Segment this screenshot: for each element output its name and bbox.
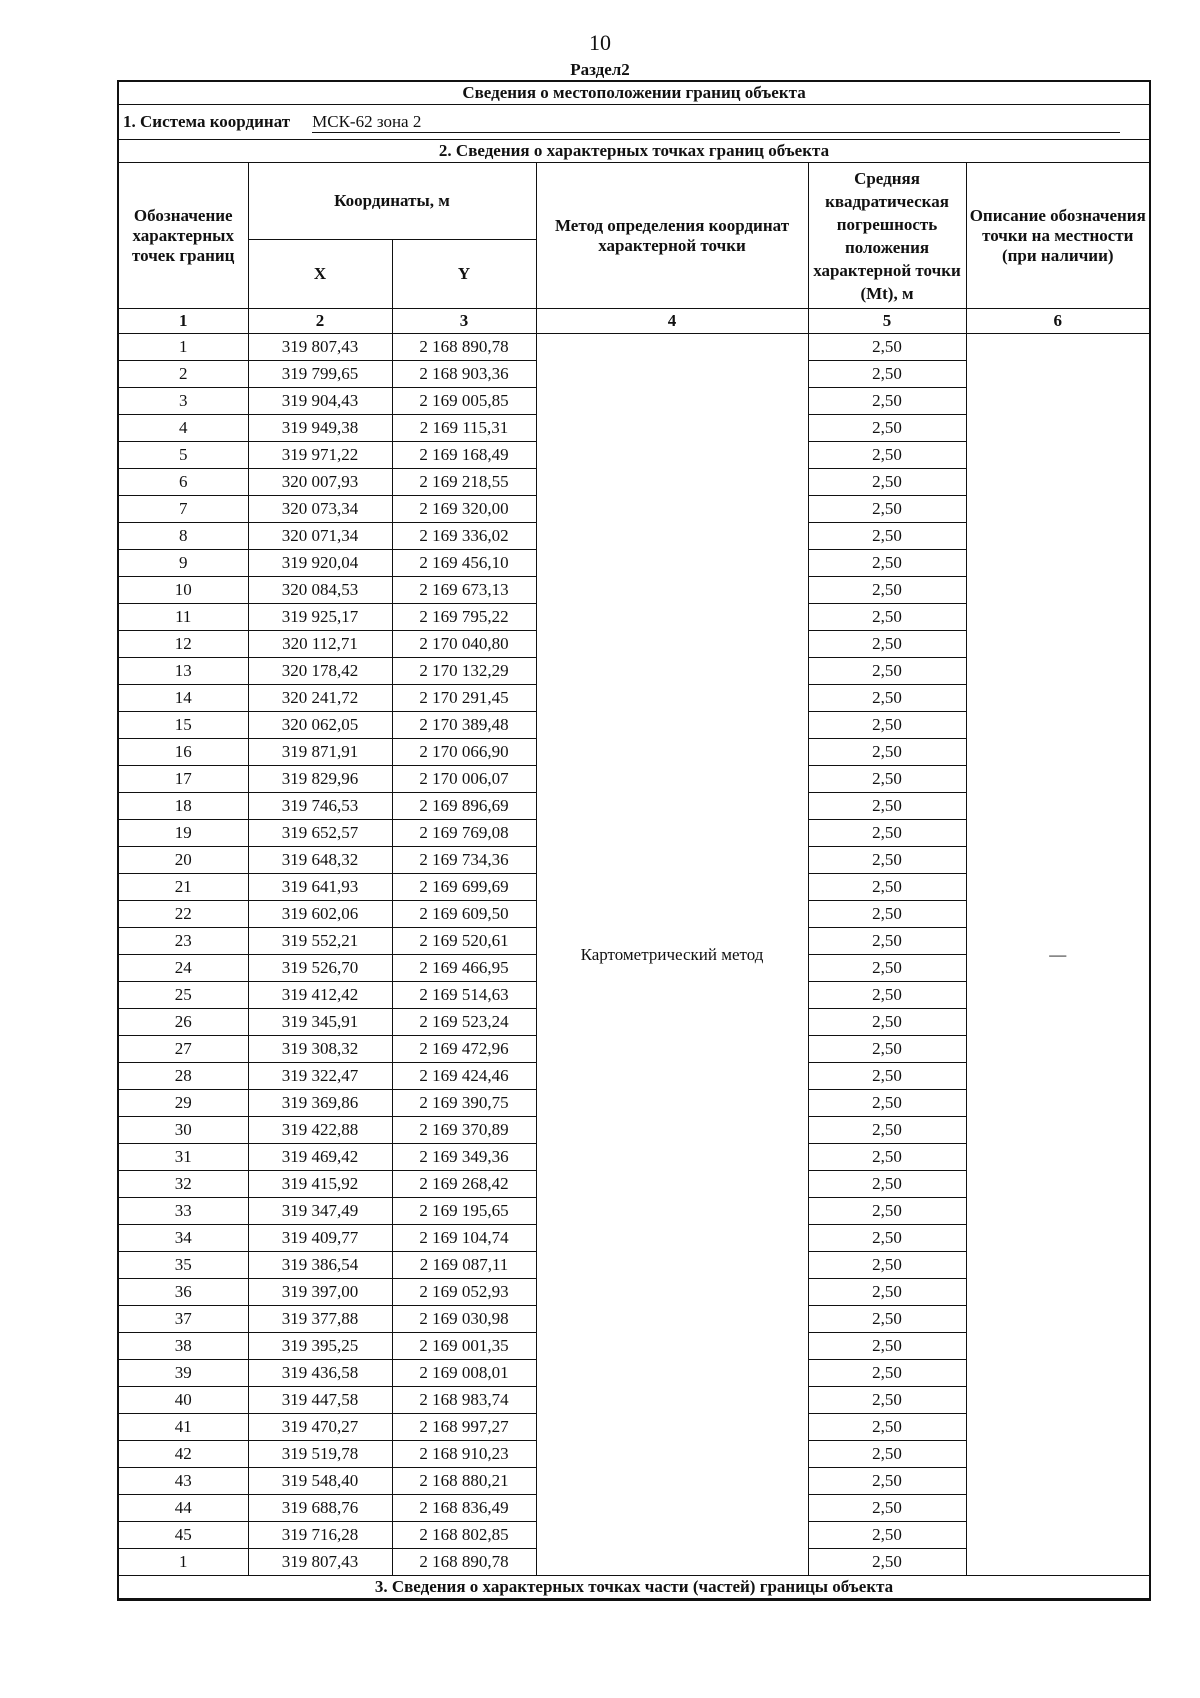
y-coordinate-cell: 2 169 523,24	[392, 1009, 536, 1036]
y-coordinate-cell: 2 169 336,02	[392, 523, 536, 550]
point-number-cell: 4	[118, 415, 248, 442]
y-coordinate-cell: 2 169 104,74	[392, 1225, 536, 1252]
x-coordinate-cell: 319 648,32	[248, 847, 392, 874]
y-coordinate-cell: 2 168 880,21	[392, 1468, 536, 1495]
error-cell: 2,50	[808, 1414, 966, 1441]
error-cell: 2,50	[808, 1009, 966, 1036]
point-number-cell: 42	[118, 1441, 248, 1468]
x-coordinate-cell: 320 062,05	[248, 712, 392, 739]
column-number: 5	[808, 309, 966, 334]
x-coordinate-cell: 319 920,04	[248, 550, 392, 577]
point-number-cell: 30	[118, 1117, 248, 1144]
y-coordinate-cell: 2 169 466,95	[392, 955, 536, 982]
y-coordinate-cell: 2 169 030,98	[392, 1306, 536, 1333]
point-number-cell: 37	[118, 1306, 248, 1333]
y-coordinate-cell: 2 169 320,00	[392, 496, 536, 523]
x-coordinate-cell: 319 807,43	[248, 334, 392, 361]
y-coordinate-cell: 2 168 802,85	[392, 1522, 536, 1549]
point-number-cell: 24	[118, 955, 248, 982]
x-coordinate-cell: 319 377,88	[248, 1306, 392, 1333]
x-coordinate-cell: 320 241,72	[248, 685, 392, 712]
error-cell: 2,50	[808, 955, 966, 982]
header-y: Y	[392, 240, 536, 309]
y-coordinate-cell: 2 168 983,74	[392, 1387, 536, 1414]
point-number-cell: 18	[118, 793, 248, 820]
point-number-cell: 12	[118, 631, 248, 658]
x-coordinate-cell: 319 369,86	[248, 1090, 392, 1117]
column-number: 4	[536, 309, 808, 334]
point-number-cell: 19	[118, 820, 248, 847]
y-coordinate-cell: 2 168 890,78	[392, 334, 536, 361]
section3-title: 3. Сведения о характерных точках части (частей) границы объекта	[118, 1576, 1150, 1600]
column-number-row	[118, 309, 1150, 334]
y-coordinate-cell: 2 170 066,90	[392, 739, 536, 766]
y-coordinate-cell: 2 168 903,36	[392, 361, 536, 388]
coord-system-value: МСК-62 зона 2	[312, 112, 1120, 133]
y-coordinate-cell: 2 168 836,49	[392, 1495, 536, 1522]
point-number-cell: 16	[118, 739, 248, 766]
point-number-cell: 39	[118, 1360, 248, 1387]
header-designation: Обозначение характерных точек границ	[118, 163, 248, 309]
x-coordinate-cell: 320 178,42	[248, 658, 392, 685]
error-cell: 2,50	[808, 901, 966, 928]
x-coordinate-cell: 320 071,34	[248, 523, 392, 550]
method-cell: Картометрический метод	[536, 334, 808, 1576]
x-coordinate-cell: 319 971,22	[248, 442, 392, 469]
x-coordinate-cell: 319 716,28	[248, 1522, 392, 1549]
x-coordinate-cell: 320 112,71	[248, 631, 392, 658]
x-coordinate-cell: 319 925,17	[248, 604, 392, 631]
x-coordinate-cell: 319 397,00	[248, 1279, 392, 1306]
point-number-cell: 11	[118, 604, 248, 631]
column-number: 1	[118, 309, 248, 334]
x-coordinate-cell: 319 641,93	[248, 874, 392, 901]
y-coordinate-cell: 2 169 005,85	[392, 388, 536, 415]
error-cell: 2,50	[808, 1144, 966, 1171]
point-number-cell: 7	[118, 496, 248, 523]
point-number-cell: 1	[118, 1549, 248, 1576]
y-coordinate-cell: 2 169 390,75	[392, 1090, 536, 1117]
y-coordinate-cell: 2 169 370,89	[392, 1117, 536, 1144]
point-number-cell: 29	[118, 1090, 248, 1117]
x-coordinate-cell: 320 007,93	[248, 469, 392, 496]
error-cell: 2,50	[808, 388, 966, 415]
error-cell: 2,50	[808, 847, 966, 874]
error-cell: 2,50	[808, 415, 966, 442]
y-coordinate-cell: 2 169 268,42	[392, 1171, 536, 1198]
point-number-cell: 1	[118, 334, 248, 361]
y-coordinate-cell: 2 169 795,22	[392, 604, 536, 631]
boundary-table	[117, 80, 1151, 1601]
point-number-cell: 31	[118, 1144, 248, 1171]
error-cell: 2,50	[808, 820, 966, 847]
error-cell: 2,50	[808, 496, 966, 523]
error-cell: 2,50	[808, 631, 966, 658]
x-coordinate-cell: 319 447,58	[248, 1387, 392, 1414]
x-coordinate-cell: 319 469,42	[248, 1144, 392, 1171]
y-coordinate-cell: 2 170 006,07	[392, 766, 536, 793]
description-cell: —	[966, 334, 1150, 1576]
point-number-cell: 32	[118, 1171, 248, 1198]
y-coordinate-cell: 2 169 168,49	[392, 442, 536, 469]
error-cell: 2,50	[808, 361, 966, 388]
x-coordinate-cell: 319 548,40	[248, 1468, 392, 1495]
point-number-cell: 5	[118, 442, 248, 469]
x-coordinate-cell: 319 395,25	[248, 1333, 392, 1360]
error-cell: 2,50	[808, 1090, 966, 1117]
header-error: Средняя квадратическая погрешность положения характерной точки (Mt), м	[808, 163, 966, 309]
error-cell: 2,50	[808, 469, 966, 496]
section-label: Раздел2	[570, 60, 630, 79]
error-cell: 2,50	[808, 1441, 966, 1468]
y-coordinate-cell: 2 170 389,48	[392, 712, 536, 739]
error-cell: 2,50	[808, 1225, 966, 1252]
header-x: X	[248, 240, 392, 309]
x-coordinate-cell: 319 652,57	[248, 820, 392, 847]
y-coordinate-cell: 2 169 008,01	[392, 1360, 536, 1387]
x-coordinate-cell: 319 436,58	[248, 1360, 392, 1387]
y-coordinate-cell: 2 168 997,27	[392, 1414, 536, 1441]
column-number: 3	[392, 309, 536, 334]
coord-system-row	[118, 105, 1150, 140]
point-number-cell: 27	[118, 1036, 248, 1063]
x-coordinate-cell: 319 412,42	[248, 982, 392, 1009]
y-coordinate-cell: 2 169 195,65	[392, 1198, 536, 1225]
x-coordinate-cell: 319 526,70	[248, 955, 392, 982]
point-number-cell: 8	[118, 523, 248, 550]
x-coordinate-cell: 319 470,27	[248, 1414, 392, 1441]
x-coordinate-cell: 319 746,53	[248, 793, 392, 820]
table-row	[118, 334, 1150, 361]
error-cell: 2,50	[808, 1117, 966, 1144]
error-cell: 2,50	[808, 1036, 966, 1063]
point-number-cell: 15	[118, 712, 248, 739]
point-number-cell: 26	[118, 1009, 248, 1036]
point-number-cell: 14	[118, 685, 248, 712]
error-cell: 2,50	[808, 685, 966, 712]
y-coordinate-cell: 2 169 349,36	[392, 1144, 536, 1171]
point-number-cell: 23	[118, 928, 248, 955]
y-coordinate-cell: 2 169 218,55	[392, 469, 536, 496]
point-number-cell: 40	[118, 1387, 248, 1414]
x-coordinate-cell: 319 322,47	[248, 1063, 392, 1090]
column-number: 6	[966, 309, 1150, 334]
error-cell: 2,50	[808, 1171, 966, 1198]
x-coordinate-cell: 319 949,38	[248, 415, 392, 442]
y-coordinate-cell: 2 169 424,46	[392, 1063, 536, 1090]
error-cell: 2,50	[808, 1549, 966, 1576]
column-number: 2	[248, 309, 392, 334]
point-number-cell: 3	[118, 388, 248, 415]
error-cell: 2,50	[808, 1252, 966, 1279]
point-number-cell: 2	[118, 361, 248, 388]
error-cell: 2,50	[808, 604, 966, 631]
y-coordinate-cell: 2 169 699,69	[392, 874, 536, 901]
point-number-cell: 44	[118, 1495, 248, 1522]
header-method: Метод определения координат характерной точки	[536, 163, 808, 309]
error-cell: 2,50	[808, 712, 966, 739]
page-number: 10	[589, 30, 611, 55]
x-coordinate-cell: 319 422,88	[248, 1117, 392, 1144]
error-cell: 2,50	[808, 1333, 966, 1360]
y-coordinate-cell: 2 170 132,29	[392, 658, 536, 685]
error-cell: 2,50	[808, 874, 966, 901]
point-number-cell: 6	[118, 469, 248, 496]
error-cell: 2,50	[808, 928, 966, 955]
y-coordinate-cell: 2 168 910,23	[392, 1441, 536, 1468]
y-coordinate-cell: 2 169 896,69	[392, 793, 536, 820]
point-number-cell: 35	[118, 1252, 248, 1279]
x-coordinate-cell: 319 386,54	[248, 1252, 392, 1279]
y-coordinate-cell: 2 169 472,96	[392, 1036, 536, 1063]
error-cell: 2,50	[808, 658, 966, 685]
point-number-cell: 20	[118, 847, 248, 874]
point-number-cell: 34	[118, 1225, 248, 1252]
error-cell: 2,50	[808, 1522, 966, 1549]
error-cell: 2,50	[808, 1279, 966, 1306]
y-coordinate-cell: 2 169 052,93	[392, 1279, 536, 1306]
x-coordinate-cell: 319 688,76	[248, 1495, 392, 1522]
header-coordinates: Координаты, м	[248, 163, 536, 240]
y-coordinate-cell: 2 168 890,78	[392, 1549, 536, 1576]
x-coordinate-cell: 319 345,91	[248, 1009, 392, 1036]
error-cell: 2,50	[808, 334, 966, 361]
coord-system-label: 1. Система координат	[123, 111, 291, 131]
x-coordinate-cell: 319 519,78	[248, 1441, 392, 1468]
y-coordinate-cell: 2 169 520,61	[392, 928, 536, 955]
error-cell: 2,50	[808, 1063, 966, 1090]
point-number-cell: 36	[118, 1279, 248, 1306]
error-cell: 2,50	[808, 550, 966, 577]
y-coordinate-cell: 2 170 291,45	[392, 685, 536, 712]
error-cell: 2,50	[808, 1495, 966, 1522]
error-cell: 2,50	[808, 523, 966, 550]
header-description: Описание обозначения точки на местности (при наличии)	[966, 163, 1150, 309]
error-cell: 2,50	[808, 982, 966, 1009]
y-coordinate-cell: 2 169 609,50	[392, 901, 536, 928]
y-coordinate-cell: 2 169 087,11	[392, 1252, 536, 1279]
error-cell: 2,50	[808, 577, 966, 604]
point-number-cell: 25	[118, 982, 248, 1009]
x-coordinate-cell: 319 552,21	[248, 928, 392, 955]
y-coordinate-cell: 2 169 514,63	[392, 982, 536, 1009]
error-cell: 2,50	[808, 1387, 966, 1414]
section2-title: 2. Сведения о характерных точках границ объекта	[118, 140, 1150, 163]
x-coordinate-cell: 319 871,91	[248, 739, 392, 766]
y-coordinate-cell: 2 169 456,10	[392, 550, 536, 577]
point-number-cell: 28	[118, 1063, 248, 1090]
y-coordinate-cell: 2 169 734,36	[392, 847, 536, 874]
error-cell: 2,50	[808, 739, 966, 766]
x-coordinate-cell: 319 807,43	[248, 1549, 392, 1576]
error-cell: 2,50	[808, 442, 966, 469]
point-number-cell: 41	[118, 1414, 248, 1441]
x-coordinate-cell: 319 347,49	[248, 1198, 392, 1225]
y-coordinate-cell: 2 169 769,08	[392, 820, 536, 847]
error-cell: 2,50	[808, 1468, 966, 1495]
x-coordinate-cell: 319 409,77	[248, 1225, 392, 1252]
x-coordinate-cell: 319 415,92	[248, 1171, 392, 1198]
x-coordinate-cell: 320 084,53	[248, 577, 392, 604]
point-number-cell: 17	[118, 766, 248, 793]
error-cell: 2,50	[808, 1306, 966, 1333]
error-cell: 2,50	[808, 766, 966, 793]
point-number-cell: 9	[118, 550, 248, 577]
x-coordinate-cell: 319 799,65	[248, 361, 392, 388]
x-coordinate-cell: 319 904,43	[248, 388, 392, 415]
table-title: Сведения о местоположении границ объекта	[118, 81, 1150, 105]
point-number-cell: 33	[118, 1198, 248, 1225]
x-coordinate-cell: 320 073,34	[248, 496, 392, 523]
y-coordinate-cell: 2 169 115,31	[392, 415, 536, 442]
point-number-cell: 13	[118, 658, 248, 685]
x-coordinate-cell: 319 308,32	[248, 1036, 392, 1063]
x-coordinate-cell: 319 602,06	[248, 901, 392, 928]
y-coordinate-cell: 2 169 673,13	[392, 577, 536, 604]
point-number-cell: 21	[118, 874, 248, 901]
point-number-cell: 45	[118, 1522, 248, 1549]
point-number-cell: 22	[118, 901, 248, 928]
error-cell: 2,50	[808, 1360, 966, 1387]
error-cell: 2,50	[808, 1198, 966, 1225]
point-number-cell: 43	[118, 1468, 248, 1495]
x-coordinate-cell: 319 829,96	[248, 766, 392, 793]
error-cell: 2,50	[808, 793, 966, 820]
point-number-cell: 10	[118, 577, 248, 604]
y-coordinate-cell: 2 169 001,35	[392, 1333, 536, 1360]
y-coordinate-cell: 2 170 040,80	[392, 631, 536, 658]
point-number-cell: 38	[118, 1333, 248, 1360]
